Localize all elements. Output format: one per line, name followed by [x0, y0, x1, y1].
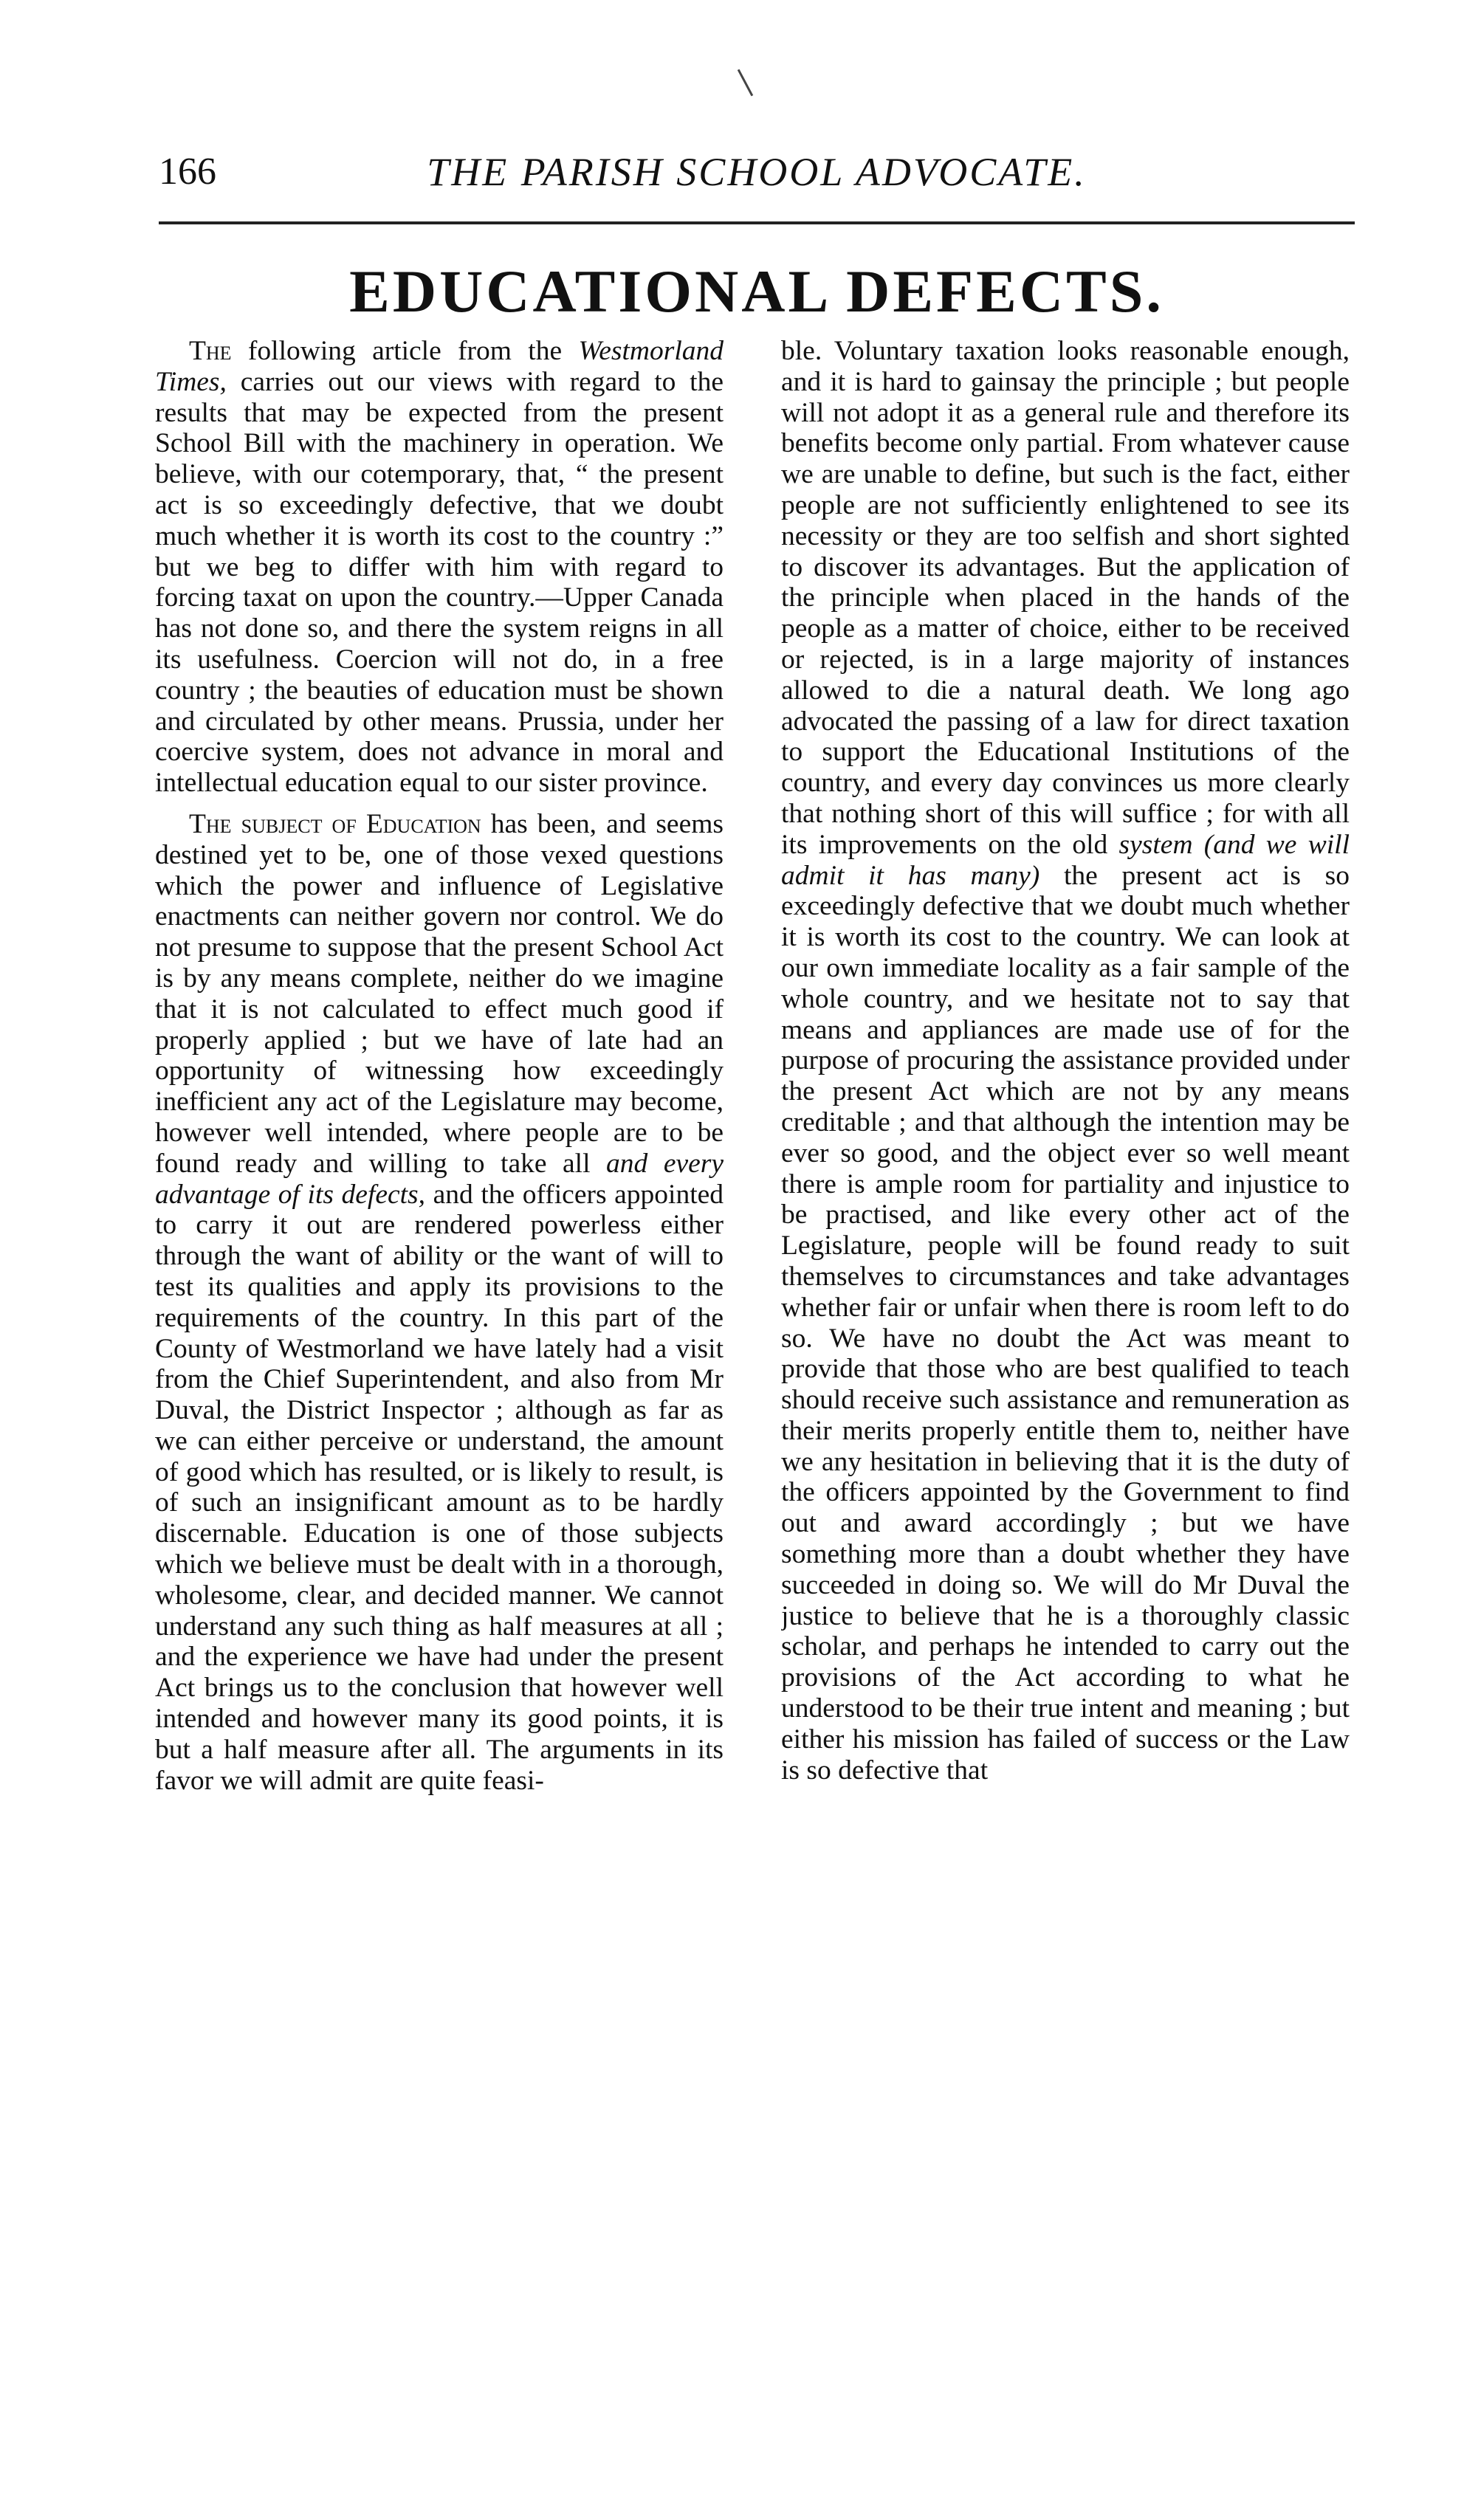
print-mark — [738, 69, 753, 97]
paragraph-2-text-b: and the officers appointed to carry it out are rendered powerless either through the want of ability or the want of will to test its qualities and apply its provisions to the requirements of the country. In this part of the County of Westmorland we have lately had a visit from the Chief Superintendent, and also from Mr Duval, the District Inspector ; although as far as we can either perceive or understand, the amount of good which has resulted, or is likely to result, is of such an insignificant amount as to be hardly discernable. Education is one of those subjects which we believe must be dealt with in a thorough, wholesome, clear, and decided manner. We cannot understand any such thing as half measures at all ; and the experience we have had under the present Act brings us to the conclusion that however well intended and however many its good points, it is but a half measure after all. The arguments in its favor we will admit are quite feasi- — [155, 1179, 724, 1796]
paragraph-2-lead: The subject of Education — [189, 808, 481, 839]
column-right — [781, 336, 1350, 2462]
paragraph-3-text-b: the present act is so exceedingly defective that we doubt much whether it is worth its cost to the country. We can look at our own immediate locality as a fair sample of the whole country, and we hesitate not to say that means and appliances are made use of for the purpose of procuring the assistance provided under the present Act which are not by any means creditable ; and that although the intention may be ever so good, and the object ever so well meant there is ample room for partiality and injustice to be practised, and like every other act of the Legislature, people will be found ready to suit themselves to circumstances and take advantages whether fair or unfair when there is room left to do so. We have no doubt the Act was meant to provide that those who are best qualified to teach should receive such assistance and remuneration as their merits properly entitle them to, neither have we any hesitation in believing that it is the duty of the officers appointed by the Government to find out and award accordingly ; but we have something more than a doubt whether they have succeeded in doing so. We will do Mr Duval the justice to believe that he is a thoroughly classic scholar, and perhaps he intended to carry out the provisions of the Act according to what he understood to be their true intent and meaning ; but either his mission has failed of success or the Law is so defective that — [781, 860, 1350, 1786]
page-number: 166 — [159, 151, 216, 193]
paragraph-2-italic: and every advantage of its defects, — [155, 1148, 724, 1210]
paragraph-2 — [155, 809, 724, 1797]
paragraph-3-text-a: ble. Voluntary taxation looks reasonable enough, and it is hard to gainsay the principle ; but people will not adopt it as a general rule and therefore its benefits become only partial. From whatever cause we are unable to define, but such is the fact, either people are not sufficiently enlightened to see its necessity or they are too selfish and short sighted to discover its advantages. But the application of the principle when placed in the hands of the people as a matter of choice, either to be received or rejected, is in a large majority of instances allowed to die a natural death. We long ago advocated the passing of a law for direct taxation to support the Educational Institutions of the country, and every day convinces us more clearly that nothing short of this will suffice ; for with all its improvements on the old — [781, 336, 1350, 860]
paragraph-1-text-b: carries out our views with regard to the results that may be expected from the present School Bill with the machinery in operation. We believe, with our cotemporary, that, “ the present act is so exceedingly defective, that we doubt much whether it is worth its cost to the country :” but we beg to differ with him with regard to forcing taxat on upon the country.—Upper Canada has not done so, and there the system reigns in all its usefulness. Coercion will not do, in a free country ; the beauties of education must be shown and circulated by other means. Prussia, under her coercive system, does not advance in moral and intellectual education equal to our sister province. — [155, 366, 724, 799]
article-title: EDUCATIONAL DEFECTS. — [349, 258, 1164, 325]
page-header — [159, 139, 1355, 205]
source-publication: Westmorland Times, — [155, 336, 724, 397]
paragraph-1 — [155, 336, 724, 799]
paragraph-1-lead: The — [189, 336, 232, 366]
paragraph-2-text-a: has been, and seems destined yet to be, one of those vexed questions which the power and influence of Legislative enactments can neither govern nor control. We do not presume to suppose that the present School Act is by any means complete, neither do we imagine that it is not calculated to effect much good if properly applied ; but we have of late had an opportunity of witnessing how exceedingly inefficient any act of the Legislature may become, however well intended, where people are to be found ready and willing to take all — [155, 808, 724, 1179]
header-rule — [159, 221, 1355, 224]
column-left — [155, 336, 724, 2462]
paragraph-3 — [781, 336, 1350, 1786]
running-title: THE PARISH SCHOOL ADVOCATE. — [427, 150, 1087, 194]
paragraph-3-italic: system (and we will admit it has many) — [781, 829, 1350, 891]
paragraph-1-text-a: following article from the — [231, 336, 579, 366]
